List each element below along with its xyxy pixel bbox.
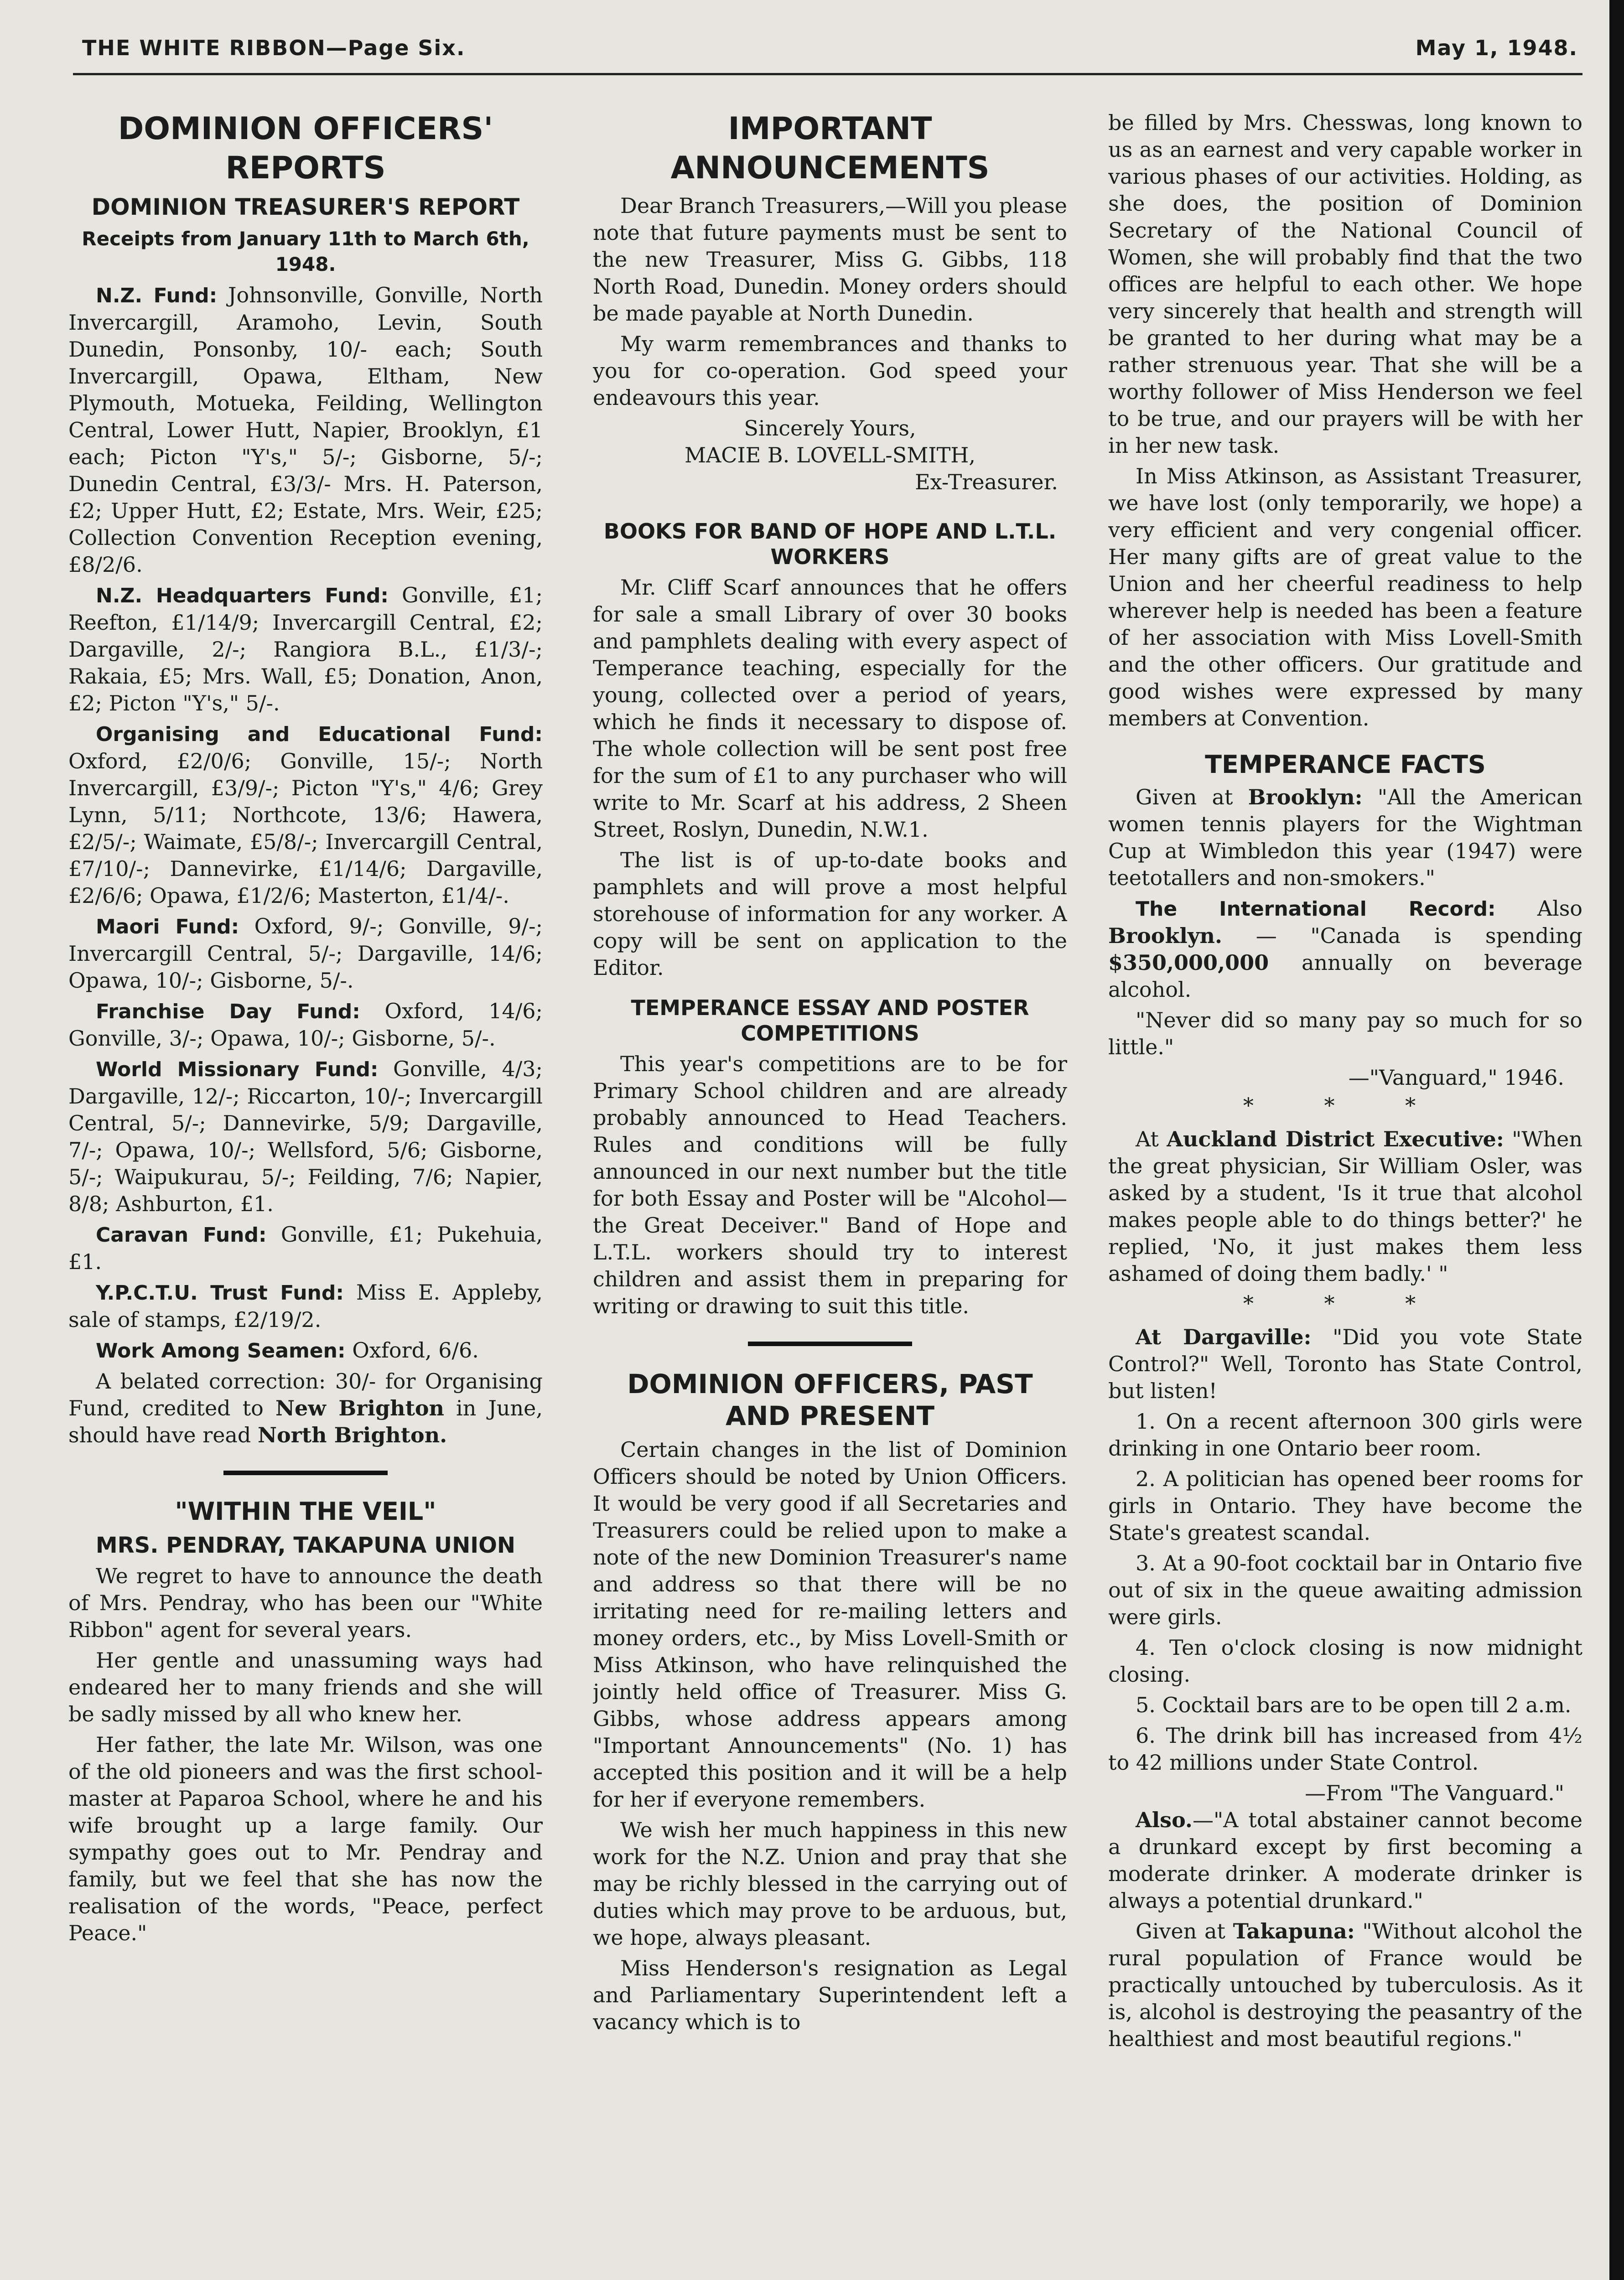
fact-brooklyn: Given at Brooklyn: "All the American women tennis players for the Wightman Cup at Wimbledon this year (1947) were teetotallers and non-smokers." — [1108, 785, 1582, 890]
obituary-paragraph-1: We regret to have to announce the death of Mrs. Pendray, who has been our "White Ribbon" agent for several years. — [68, 1564, 543, 1642]
header-title: THE WHITE RIBBON—Page Six. — [82, 36, 466, 60]
list-item: 1. On a recent afternoon 300 girls were drinking in one Ontario beer room. — [1108, 1409, 1582, 1461]
signature-name: MACIE B. LOVELL-SMITH, — [684, 443, 976, 467]
officers-continued-1: be filled by Mrs. Chesswas, long known to us as an earnest and very capable worker in various phases of our activities. Holding, as she does, the position of Dominion Secretary of the National Council of Women, she will probably find that the two offices are helpful to each other. We hope very sincerely that health and strength will be granted to her during what may be a rather strenuous year. That she will be a worthy follower of Miss Henderson we feel to be true, and our prayers will be with her in her new task. — [1108, 110, 1582, 458]
list-item: 3. At a 90-foot cocktail bar in Ontario five out of six in the queue awaiting admission were girls. — [1108, 1551, 1582, 1629]
fact-takapuna: Given at Takapuna: "Without alcohol the rural population of France would be practically untouched by tuberculosis. As it is, alcohol is destroying the peasantry of the healthiest and most beautiful regions." — [1108, 1919, 1582, 2051]
essay-paragraph: This year's competitions are to be for Primary School children and are already probably announced to Head Teachers. Rules and conditions will be fully announced in our next number but the title for both Essay and Poster will be "Alcohol—the Great Deceiver." Band of Hope and L.T.L. workers should try to interest children and assist them in preparing for writing or drawing to suit this title. — [593, 1052, 1067, 1318]
fund-entry-nz: N.Z. Fund: Johnsonville, Gonville, North Invercargill, Aramoho, Levin, South Dunedin, Ponsonby, 10/- each; South Invercargill, Opawa, Eltham, New Plymouth, Motueka, Feilding, Wellington Central, Lower Hutt, Napier, Brooklyn, £1 each; Picton "Y's," 5/-; Gisborne, 5/-; Dunedin Central, £3/3/- Mrs. H. Paterson, £2; Upper Hutt, £2; Estate, Mrs. Weir, £25; Collection Convention Reception evening, £8/2/6. — [68, 283, 543, 577]
books-paragraph-2: The list is of up-to-date books and pamphlets and will prove a most helpful storehouse of information for any worker. A copy will be sent on application to the Editor. — [593, 848, 1067, 980]
section-divider — [223, 1471, 388, 1475]
list-item: 2. A politician has opened beer rooms for girls in Ontario. They have become the State's greatest scandal. — [1108, 1466, 1582, 1545]
heading-officers-past-present: DOMINION OFFICERS, PAST AND PRESENT — [627, 1368, 1033, 1431]
fund-entry-maori: Maori Fund: Oxford, 9/-; Gonville, 9/-; Invercargill Central, 5/-; Dargaville, 14/6; Opawa, 10/-; Gisborne, 5/-. — [68, 914, 543, 993]
signature-closing: Sincerely Yours, — [744, 416, 916, 440]
separator-stars: * * * — [1243, 1291, 1448, 1316]
heading-treasurer-report: DOMINION TREASURER'S REPORT — [91, 194, 520, 220]
announcement-paragraph-2: My warm remembrances and thanks to you for co-operation. God speed your endeavours this year. — [593, 332, 1067, 410]
fact-source-vanguard: —"Vanguard," 1946. — [1348, 1065, 1564, 1090]
fact-auckland: At Auckland District Executive: "When the great physician, Sir William Osler, was asked by a student, 'Is it true that alcohol makes people able to do things better?' he replied, 'No, it just makes them less ashamed of doing them badly.' " — [1108, 1127, 1582, 1286]
heading-books: BOOKS FOR BAND OF HOPE AND L.T.L. WORKERS — [603, 519, 1057, 569]
heading-temperance-facts: TEMPERANCE FACTS — [1205, 750, 1486, 779]
header-date: May 1, 1948. — [1415, 36, 1578, 60]
receipts-period: Receipts from January 11th to March 6th, 1948. — [82, 228, 529, 275]
heading-important-announcements: IMPORTANT ANNOUNCEMENTS — [670, 111, 990, 186]
header-rule — [73, 73, 1582, 75]
column-1 — [68, 109, 543, 2280]
officers-continued-2: In Miss Atkinson, as Assistant Treasurer, we have lost (only temporarily, we hope) a very efficient and very congenial officer. Her many gifts are of great value to the Union and her cheerful readiness to help wherever help is needed has been a feature of her association with Miss Lovell-Smith and the other officers. Our gratitude and good wishes were expressed by many members at Convention. — [1108, 464, 1582, 731]
page-edge — [1609, 0, 1624, 2280]
list-item: 5. Cocktail bars are to be open till 2 a.m. — [1136, 1693, 1572, 1717]
heading-officers-reports: DOMINION OFFICERS' REPORTS — [118, 111, 493, 186]
fund-entry-organising: Organising and Educational Fund: Oxford, £2/0/6; Gonville, 15/-; North Invercargill, £3/9/-; Picton "Y's," 4/6; Grey Lynn, 5/11; Northcote, 13/6; Hawera, £2/5/-; Waimate, £5/8/-; Invercargill Central, £7/10/-; Dannevirke, £1/14/6; Dargaville, £2/6/6; Opawa, £1/2/6; Masterton, £1/4/-. — [68, 723, 543, 908]
fund-entry-franchise: Franchise Day Fund: Oxford, 14/6; Gonville, 3/-; Opawa, 10/-; Gisborne, 5/-. — [68, 999, 543, 1051]
running-header — [82, 36, 1578, 67]
books-paragraph-1: Mr. Cliff Scarf announces that he offers for sale a small Library of over 30 books and pamphlets dealing with every aspect of Temperance teaching, especially for the young, collected over a period of years, which he finds it necessary to dispose of. The whole collection will be sent post free for the sum of £1 to any purchaser who will write to Mr. Scarf at his address, 2 Sheen Street, Roslyn, Dunedin, N.W.1. — [593, 575, 1067, 842]
list-item: 6. The drink bill has increased from 4½ to 42 millions under State Control. — [1108, 1723, 1582, 1775]
list-item: 4. Ten o'clock closing is now midnight closing. — [1108, 1635, 1582, 1687]
fund-entry-caravan: Caravan Fund: Gonville, £1; Pukehuia, £1. — [68, 1222, 543, 1274]
column-2 — [593, 109, 1067, 2280]
officers-paragraph-3: Miss Henderson's resignation as Legal and Parliamentary Superintendent left a vacancy which is to — [593, 1956, 1067, 2034]
heading-pendray: MRS. PENDRAY, TAKAPUNA UNION — [95, 1533, 516, 1558]
column-3 — [1108, 109, 1582, 2280]
signature-title: Ex-Treasurer. — [915, 470, 1058, 494]
fund-entry-world-missionary: World Missionary Fund: Gonville, 4/3; Dargaville, 12/-; Riccarton, 10/-; Invercargill Central, 5/-; Dannevirke, 5/9; Dargaville, 7/-; Opawa, 10/-; Wellsford, 5/6; Gisborne, 5/-; Waipukurau, 5/-; Feilding, 7/6; Napier, 8/8; Ashburton, £1. — [68, 1057, 543, 1216]
separator-stars: * * * — [1243, 1093, 1448, 1118]
fund-entry-hq: N.Z. Headquarters Fund: Gonville, £1; Reefton, £1/14/9; Invercargill Central, £2; Dargaville, 2/-; Rangiora B.L., £1/3/-; Rakaia, £5; Mrs. Wall, £5; Donation, Anon, £2; Picton "Y's," 5/-. — [68, 583, 543, 715]
fund-entry-seamen: Work Among Seamen: Oxford, 6/6. — [96, 1338, 479, 1363]
section-divider — [748, 1342, 912, 1346]
fact-quote: "Never did so many pay so much for so little." — [1108, 1008, 1582, 1059]
heading-within-the-veil: "WITHIN THE VEIL" — [175, 1497, 436, 1526]
heading-essay-competitions: TEMPERANCE ESSAY AND POSTER COMPETITIONS — [631, 995, 1029, 1046]
officers-paragraph-1: Certain changes in the list of Dominion Officers should be noted by Union Officers. It would be very good if all Secretaries and Treasurers could be relied upon to make a note of the new Dominion Treasurer's name and address so that there will be no irritating need for re-mailing letters and money orders, etc., by Miss Lovell-Smith or Miss Atkinson, who have relinquished the jointly held office of Treasurer. Miss G. Gibbs, whose address appears among "Important Announcements" (No. 1) has accepted this position and it will be a help for her if everyone remembers. — [593, 1437, 1067, 1812]
correction-note: A belated correction: 30/- for Organising Fund, credited to New Brighton in June, should have read North Brighton. — [68, 1369, 543, 1447]
fact-international-record: The International Record: Also Brooklyn. — "Canada is spending $350,000,000 annually on beverage alcohol. — [1108, 896, 1582, 1002]
fact-also: Also.—"A total abstainer cannot become a drunkard except by first becoming a moderate drinker. A moderate drinker is always a potential drunkard." — [1108, 1808, 1582, 1913]
obituary-paragraph-3: Her father, the late Mr. Wilson, was one of the old pioneers and was the first school-master at Paparoa School, where he and his wife brought up a large family. Our sympathy goes out to Mr. Pendray and family, but we feel that she has now the realisation of the words, "Peace, perfect Peace." — [68, 1732, 543, 1945]
fund-entry-ypctu: Y.P.C.T.U. Trust Fund: Miss E. Appleby, sale of stamps, £2/19/2. — [68, 1280, 543, 1332]
fact-dargaville: At Dargaville: "Did you vote State Control?" Well, Toronto has State Control, but listen! — [1108, 1325, 1582, 1403]
list-source: —From "The Vanguard." — [1305, 1781, 1564, 1805]
announcement-paragraph-1: Dear Branch Treasurers,—Will you please note that future payments must be sent to the new Treasurer, Miss G. Gibbs, 118 North Road, Dunedin. Money orders should be made payable at North Dunedin. — [593, 193, 1067, 326]
officers-paragraph-2: We wish her much happiness in this new work for the N.Z. Union and pray that she may be richly blessed in the carrying out of duties which may prove to be arduous, but, we hope, always pleasant. — [593, 1818, 1067, 1950]
obituary-paragraph-2: Her gentle and unassuming ways had endeared her to many friends and she will be sadly missed by all who knew her. — [68, 1648, 543, 1726]
